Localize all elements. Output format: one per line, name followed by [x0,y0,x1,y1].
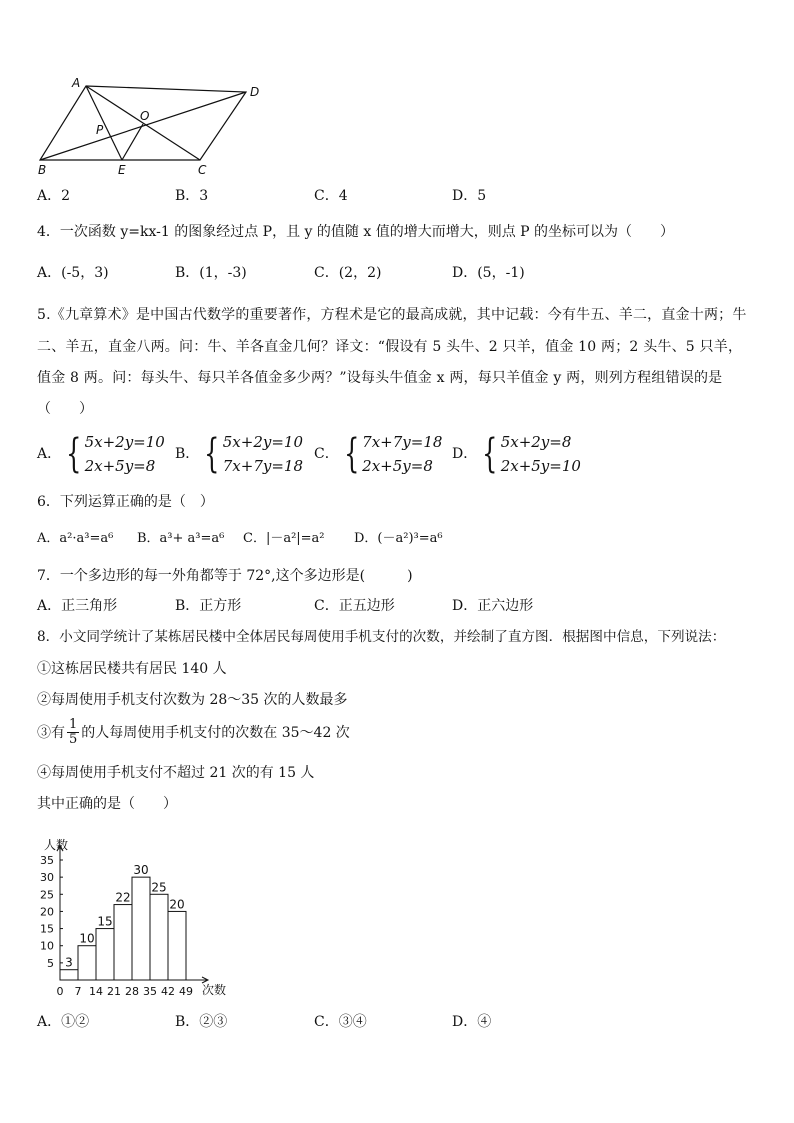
q8-option-a[interactable]: A．①② [37,1014,90,1030]
x-tick-label: 49 [179,985,193,998]
y-tick-label: 30 [40,871,54,885]
bar-value-label: 22 [115,890,131,905]
q5-c-eq1: 7x+7y=18 [362,433,443,451]
q5-option-d-label: D． [452,446,478,462]
q4-option-a[interactable]: A．(-5，3) [37,265,109,281]
q6-option-d[interactable]: D．(－a²)³=a⁶ [354,531,443,546]
q5-line-3: 值金 8 两。问：每头牛、每只羊各值金多少两？”设每头牛值金 x 两，每只羊值金 y 两，则列方程组错误的是 [37,370,723,386]
q5-a-eq1: 5x+2y=10 [84,433,165,451]
q8-statement-1: ①这栋居民楼共有居民 140 人 [37,661,227,677]
q3-option-c[interactable]: C．4 [314,188,348,204]
q8-statement-2: ②每周使用手机支付次数为 28～35 次的人数最多 [37,692,348,708]
q7-option-a[interactable]: A．正三角形 [37,598,118,614]
q7-stem: 7．一个多边形的每一外角都等于 72°,这个多边形是( ) [37,568,413,584]
y-tick-label: 35 [40,854,54,867]
q7-option-b[interactable]: B．正方形 [175,598,242,614]
label-b: B [38,163,47,177]
q8-s3-pre: ③有 [37,724,65,741]
histogram-bar [168,911,186,980]
brace-icon: { [66,431,82,477]
q4-option-c[interactable]: C．(2，2) [314,265,382,281]
x-axis-label: 次数 [202,983,227,997]
q5-c-eq2: 2x+5y=8 [362,457,433,475]
bar-value-label: 15 [97,914,113,929]
fraction-denominator: 5 [69,732,78,747]
bar-value-label: 10 [79,931,95,946]
q8-statement-3 [37,718,350,747]
histogram-bar [60,970,78,980]
x-tick-label: 21 [107,985,121,998]
bar-value-label: 3 [65,955,73,970]
q4-option-d[interactable]: D．(5，-1) [452,265,525,281]
q8-option-d[interactable]: D．④ [452,1014,492,1030]
q5-option-c[interactable] [314,430,442,478]
q6-option-b[interactable]: B．a³+ a³=a⁶ [137,531,225,546]
q8-ask: 其中正确的是（ ） [37,796,177,812]
x-tick-label: 42 [161,985,175,998]
x-tick-label: 7 [74,985,82,998]
label-d: D [250,85,260,99]
q8-statement-4: ④每周使用手机支付不超过 21 次的有 15 人 [37,765,315,781]
q8-stem: 8．小文同学统计了某栋居民楼中全体居民每周使用手机支付的次数，并绘制了直方图．根据图中信息，下列说法： [37,629,726,645]
y-tick-label: 10 [40,939,54,953]
q3-option-b[interactable]: B．3 [175,188,209,204]
y-tick-label: 15 [40,922,54,936]
brace-icon: { [204,431,220,477]
q5-d-eq2: 2x+5y=10 [500,457,581,475]
histogram-bar [132,877,150,980]
q5-b-eq2: 7x+7y=18 [222,457,303,475]
q6-option-a[interactable]: A．a²·a³=a⁶ [37,531,114,546]
q5-option-a-label: A． [37,446,62,462]
q6-option-c[interactable]: C．|－a²|=a² [243,531,325,546]
x-tick-label: 14 [89,985,103,998]
histogram-bar [96,929,114,980]
q7-option-c[interactable]: C．正五边形 [314,598,395,614]
label-a: A [72,76,81,90]
y-tick-label: 5 [47,956,54,970]
label-e: E [118,163,126,177]
q5-line-2: 二、羊五，直金八两。问：牛、羊各直金几何？译文：“假设有 5 头牛、2 只羊，值金 10 两；2 头牛、5 只羊， [37,339,743,355]
x-tick-label: 0 [56,985,64,998]
q4-option-b[interactable]: B．(1，-3) [175,265,247,281]
diagonal-bd [40,92,246,160]
q7-option-d[interactable]: D．正六边形 [452,598,534,614]
q3-option-d[interactable]: D．5 [452,188,487,204]
q5-option-b[interactable] [175,430,303,478]
q4-stem: 4．一次函数 y=kx-1 的图象经过点 P，且 y 的值随 x 值的增大而增大，则点 P 的坐标可以为（ ） [37,224,675,240]
parallelogram-figure [30,72,270,182]
q5-option-d[interactable] [452,430,581,478]
q5-option-b-label: B． [175,446,200,462]
fraction-one-fifth [67,718,79,747]
q5-option-a[interactable] [37,430,165,478]
histogram-chart [30,822,240,1000]
label-c: C [198,163,207,177]
q8-option-b[interactable]: B．②③ [175,1014,228,1030]
q5-b-eq1: 5x+2y=10 [222,433,303,451]
q3-option-a[interactable]: A．2 [37,188,71,204]
q5-d-eq1: 5x+2y=8 [500,433,572,451]
fraction-numerator: 1 [69,717,78,732]
y-tick-label: 20 [40,905,54,919]
q5-a-eq2: 2x+5y=8 [84,457,156,475]
bar-value-label: 25 [151,880,167,895]
y-tick-label: 25 [40,888,54,902]
q5-option-c-label: C． [314,446,339,462]
x-tick-label: 35 [143,985,157,998]
x-tick-label: 28 [125,985,139,998]
q5-line-4: （ ） [37,401,93,417]
q5-line-1: 5.《九章算术》是中国古代数学的重要著作，方程术是它的最高成就，其中记载：今有牛五、羊二，直金十两；牛 [37,307,747,323]
label-p: P [96,123,104,137]
brace-icon: { [482,431,498,477]
q6-stem: 6．下列运算正确的是（ ） [37,494,214,510]
brace-icon: { [343,431,360,477]
label-o: O [140,109,150,123]
y-axis-label: 人数 [44,838,69,853]
q8-option-c[interactable]: C．③④ [314,1014,367,1030]
histogram-bar [150,894,168,980]
bar-value-label: 30 [133,863,149,878]
bar-value-label: 20 [169,897,185,912]
histogram-bar [114,905,132,980]
histogram-bar [78,946,96,980]
q8-s3-post: 的人每周使用手机支付的次数在 35～42 次 [81,724,350,741]
